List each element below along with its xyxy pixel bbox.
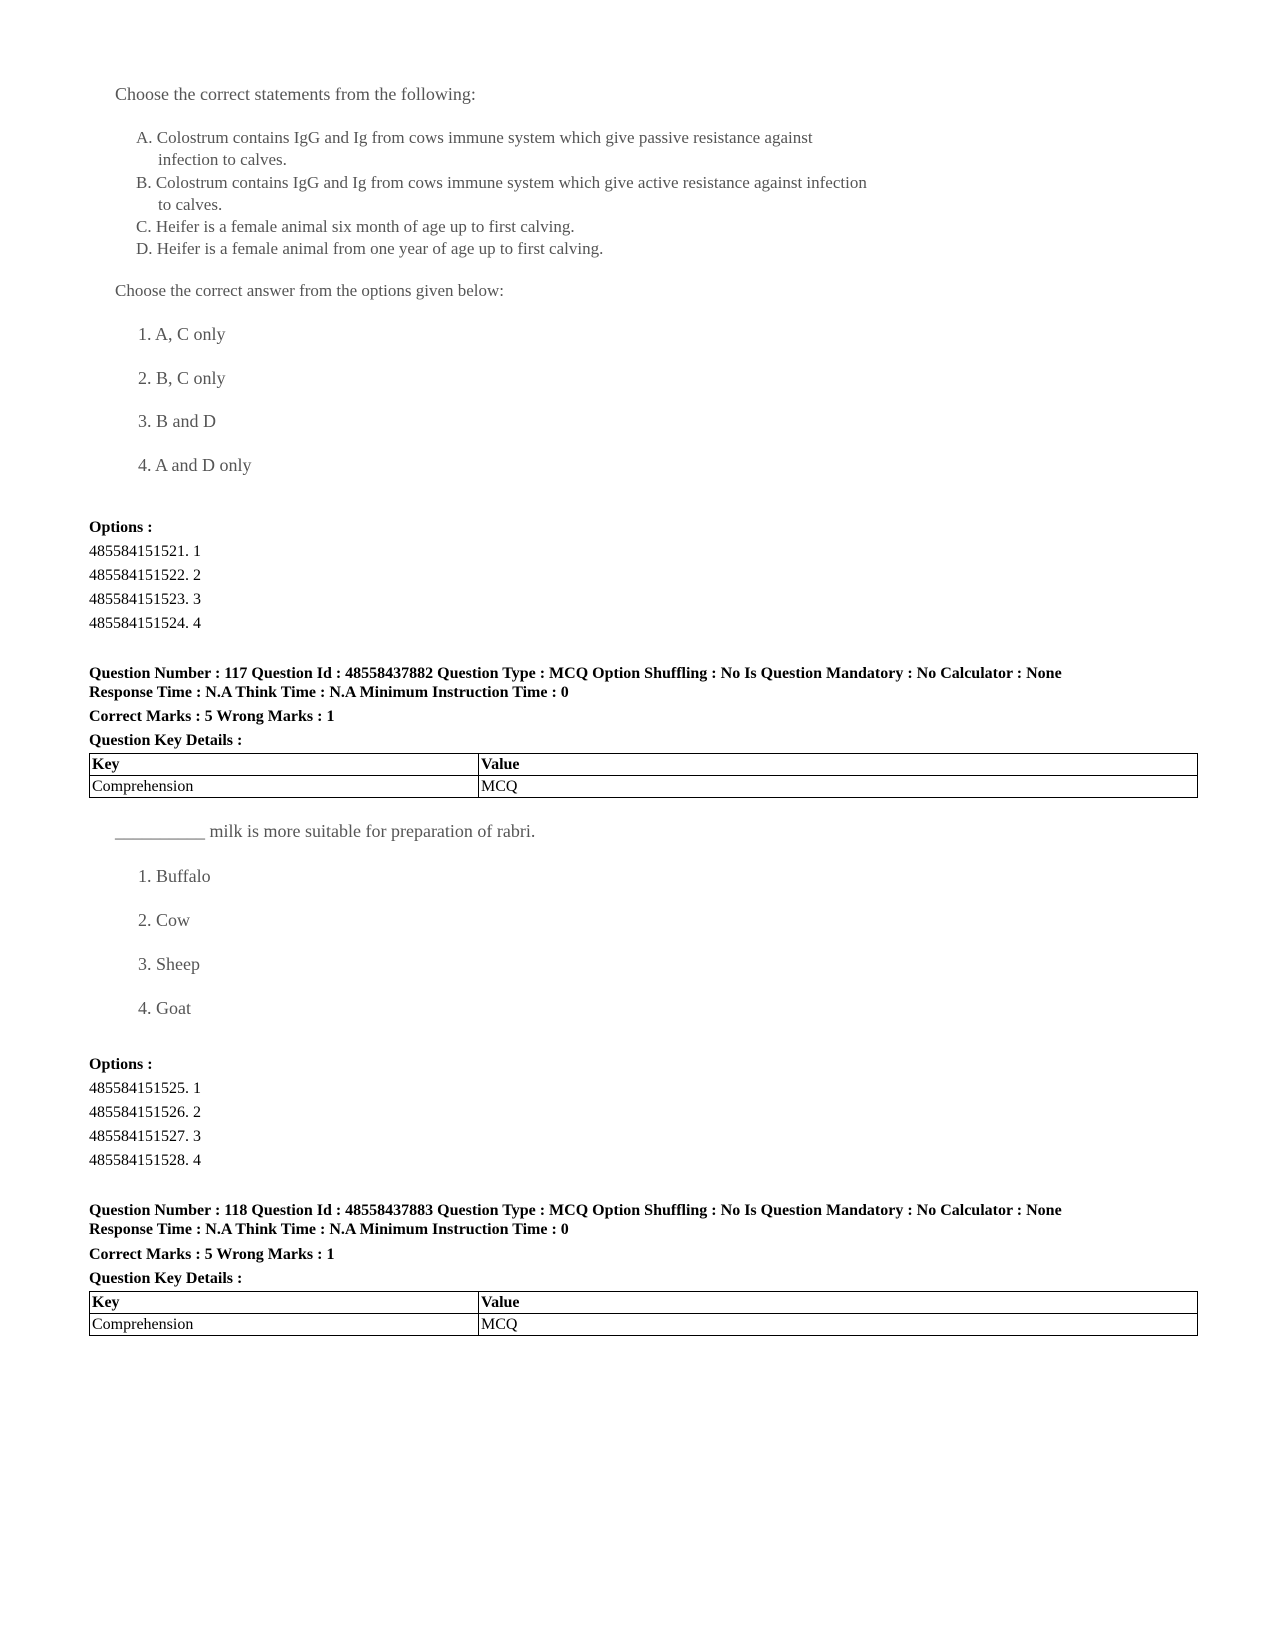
statement-b-cont: to calves. bbox=[158, 195, 223, 214]
question-stem bbox=[115, 821, 535, 842]
option-item: 485584151521. 1 bbox=[89, 543, 201, 560]
statement-a-cont: infection to calves. bbox=[158, 150, 287, 169]
option-item: 485584151524. 4 bbox=[89, 615, 201, 632]
option-item: 485584151522. 2 bbox=[89, 567, 201, 584]
cell-key: Comprehension bbox=[90, 1314, 479, 1336]
option-item: 485584151527. 3 bbox=[89, 1128, 201, 1145]
table-header-row bbox=[90, 1292, 1198, 1314]
table-header-row bbox=[90, 754, 1198, 776]
options-list-117 bbox=[89, 1053, 201, 1173]
options-header: Options : bbox=[89, 519, 153, 536]
key-details-label: Question Key Details : bbox=[89, 732, 243, 749]
meta-line-1: Question Number : 118 Question Id : 48558437883 Question Type : MCQ Option Shuffling : No Is Question Mandatory : No Calculator : None bbox=[89, 1202, 1062, 1219]
header-key: Key bbox=[90, 1292, 479, 1314]
key-details-table bbox=[89, 753, 1198, 798]
cell-key: Comprehension bbox=[90, 776, 479, 798]
choice-3: 3. Sheep bbox=[138, 954, 200, 974]
choice-4: 4. A and D only bbox=[138, 455, 252, 475]
choice-1: 1. Buffalo bbox=[138, 866, 211, 886]
option-item: 485584151523. 3 bbox=[89, 591, 201, 608]
choice-2: 2. Cow bbox=[138, 910, 191, 930]
statement-b: B. Colostrum contains IgG and Ig from cows immune system which give active resistance against infection bbox=[136, 173, 867, 192]
options-header: Options : bbox=[89, 1056, 153, 1073]
header-value: Value bbox=[479, 754, 1198, 776]
answer-prompt: Choose the correct answer from the options given below: bbox=[115, 281, 505, 300]
choice-1: 1. A, C only bbox=[138, 324, 226, 344]
table-row bbox=[90, 1314, 1198, 1336]
cell-value: MCQ bbox=[479, 1314, 1198, 1336]
statement-c: C. Heifer is a female animal six month of age up to first calving. bbox=[136, 217, 575, 236]
table-row bbox=[90, 776, 1198, 798]
stem-text: milk is more suitable for preparation of rabri. bbox=[209, 821, 536, 841]
choice-2: 2. B, C only bbox=[138, 368, 226, 388]
options-list-116 bbox=[89, 516, 201, 636]
option-item: 485584151525. 1 bbox=[89, 1080, 201, 1097]
meta-line-2: Response Time : N.A Think Time : N.A Minimum Instruction Time : 0 bbox=[89, 1221, 569, 1238]
meta-line-1: Question Number : 117 Question Id : 48558437882 Question Type : MCQ Option Shuffling : No Is Question Mandatory : No Calculator : None bbox=[89, 665, 1062, 682]
key-details-table bbox=[89, 1291, 1198, 1336]
key-details-label: Question Key Details : bbox=[89, 1270, 243, 1287]
marks: Correct Marks : 5 Wrong Marks : 1 bbox=[89, 1246, 335, 1263]
blank: __________ bbox=[115, 821, 205, 841]
choice-3: 3. B and D bbox=[138, 411, 216, 431]
statement-d: D. Heifer is a female animal from one year of age up to first calving. bbox=[136, 239, 604, 258]
statement-a: A. Colostrum contains IgG and Ig from cows immune system which give passive resistance against bbox=[136, 128, 813, 147]
option-item: 485584151526. 2 bbox=[89, 1104, 201, 1121]
header-value: Value bbox=[479, 1292, 1198, 1314]
question-stem: Choose the correct statements from the following: bbox=[115, 84, 476, 104]
meta-line-2: Response Time : N.A Think Time : N.A Minimum Instruction Time : 0 bbox=[89, 684, 569, 701]
marks: Correct Marks : 5 Wrong Marks : 1 bbox=[89, 708, 335, 725]
choice-4: 4. Goat bbox=[138, 998, 191, 1018]
header-key: Key bbox=[90, 754, 479, 776]
option-item: 485584151528. 4 bbox=[89, 1152, 201, 1169]
question-117-meta bbox=[89, 664, 1199, 702]
cell-value: MCQ bbox=[479, 776, 1198, 798]
question-118-meta bbox=[89, 1201, 1199, 1239]
